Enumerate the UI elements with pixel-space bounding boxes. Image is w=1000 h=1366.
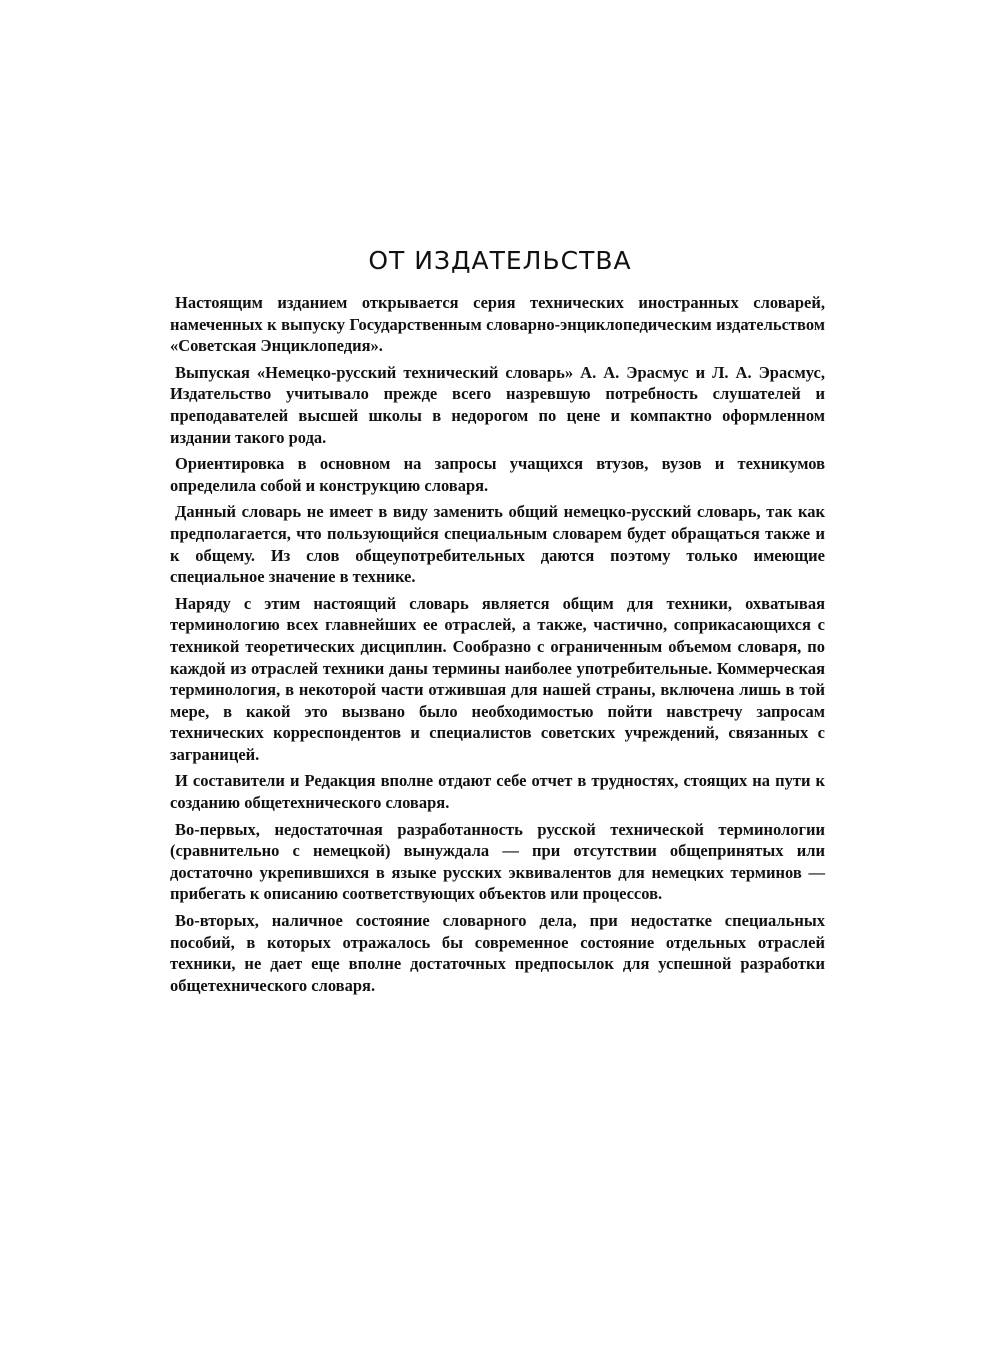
paragraph-7: Во-первых, недостаточная разработанность русской технической терминологии (сравнительно с немецкой) вынуждала — при отсутствии общепринятых или достаточно укрепившихся в языке русских эквивалентов для немецких терминов — прибегать к описанию соответствующих объектов или процессов.	[170, 819, 825, 904]
body-text	[170, 292, 825, 996]
paragraph-4: Данный словарь не имеет в виду заменить общий немецко-русский словарь, так как предполагается, что пользующийся специальным словарем будет обращаться также и к общему. Из слов общеупотребительных даются поэтому только имеющие специальное значение в технике.	[170, 502, 825, 587]
page-title: ОТ ИЗДАТЕЛЬСТВА	[368, 246, 632, 275]
paragraph-1: Настоящим изданием открывается серия технических иностранных словарей, намеченных к выпуску Государственным словарно-энциклопедическим издательством «Советская Энциклопедия».	[170, 293, 825, 356]
paragraph-2: Выпуская «Немецко-русский технический словарь» А. А. Эрасмус и Л. А. Эрасмус, Издательство учитывало прежде всего назревшую потребность слушателей и преподавателей высшей школы в недорогом по цене и компактно оформленном издании такого рода.	[170, 362, 825, 447]
paragraph-3: Ориентировка в основном на запросы учащихся втузов, вузов и техникумов определила собой и конструкцию словаря.	[170, 454, 825, 495]
paragraph-8: Во-вторых, наличное состояние словарного дела, при недостатке специальных пособий, в которых отражалось бы современное состояние отдельных отраслей техники, не дает еще вполне достаточных предпосылок для успешной разработки общетехнического словаря.	[170, 911, 825, 995]
paragraph-6: И составители и Редакция вполне отдают себе отчет в трудностях, стоящих на пути к созданию общетехнического словаря.	[170, 771, 825, 813]
paragraph-5: Наряду с этим настоящий словарь является общим для техники, охватывая терминологию всех главнейших ее отраслей, а также, частично, соприкасающихся с техникой теоретических дисциплин. Сообразно с ограниченным объемом словаря, по каждой из отраслей техники даны термины наиболее употребительные. Коммерческая терминология, в некоторой части отжившая для нашей страны, включена лишь в той мере, в какой это вызвано было необходимостью пойти навстречу запросам технических корреспондентов и специалистов советских учреждений, связанных с заграницей.	[170, 593, 825, 764]
